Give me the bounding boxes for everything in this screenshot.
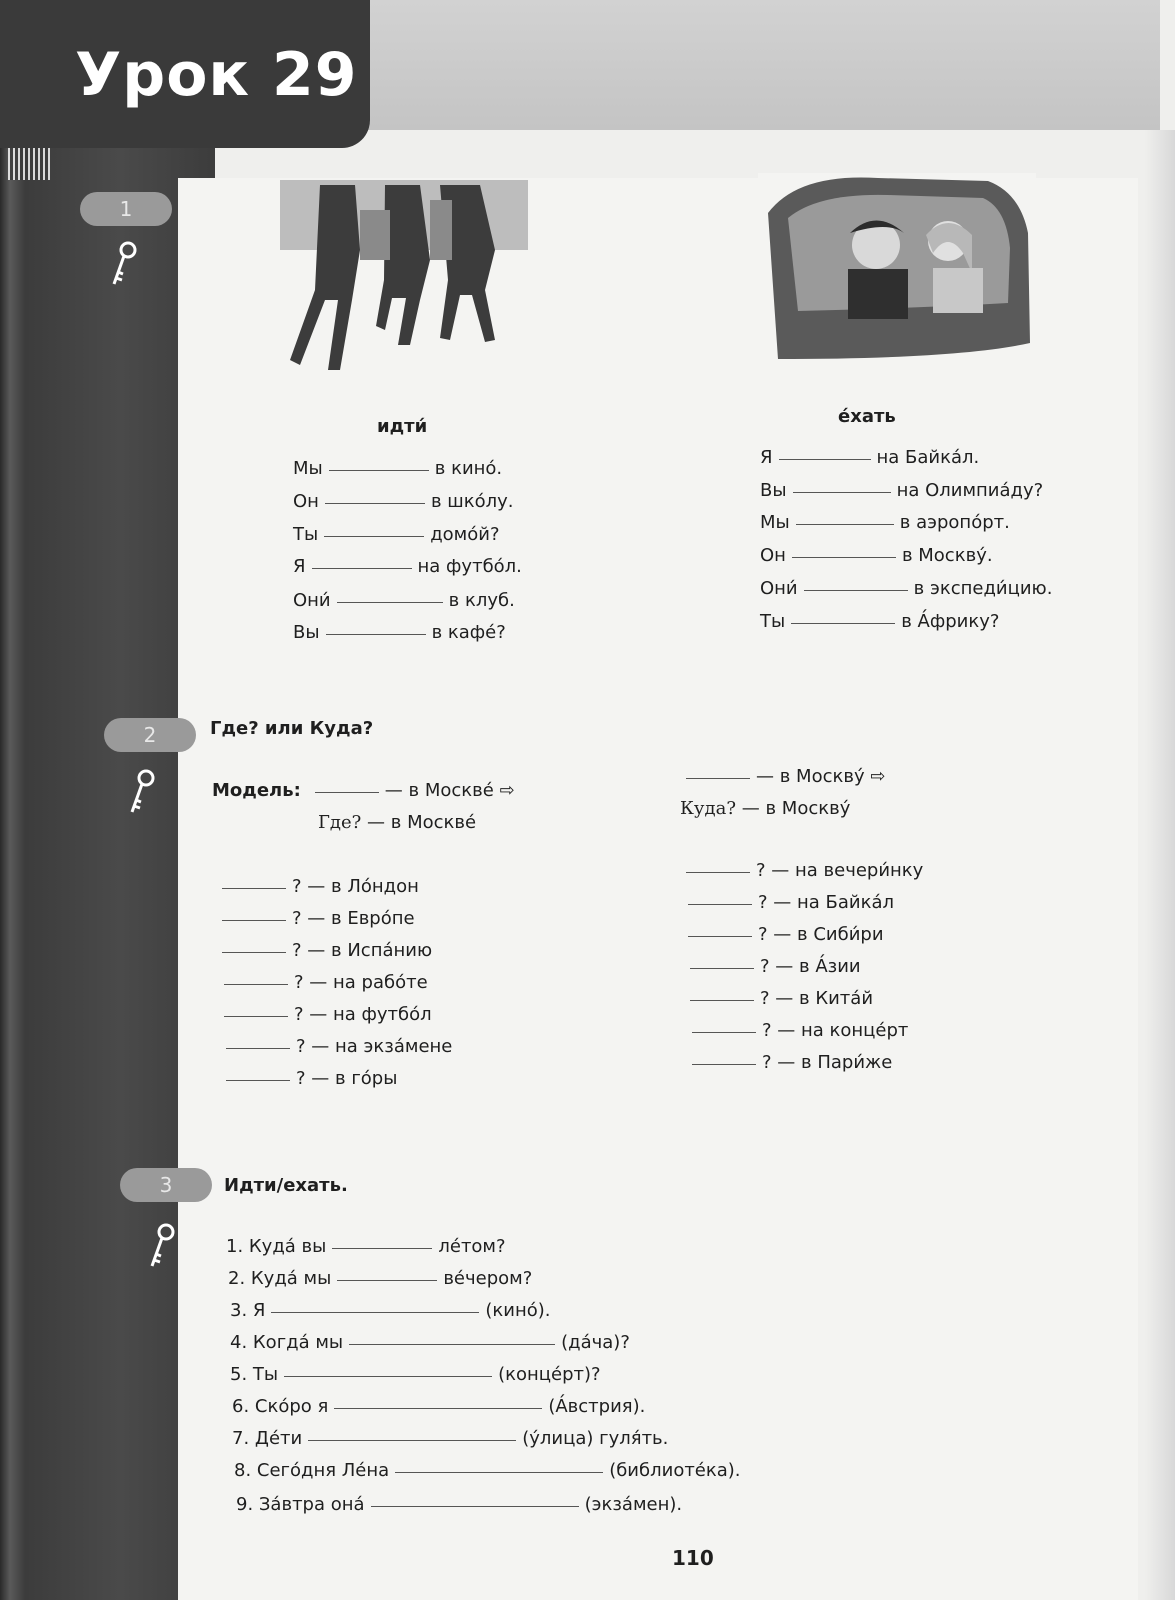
answer-blank[interactable] (349, 1343, 555, 1345)
tail: в шко́лу. (430, 491, 514, 512)
answer-blank[interactable] (325, 502, 425, 504)
row-start: 1. Куда́ вы (226, 1236, 327, 1257)
ex1-left-row (293, 556, 522, 577)
answer-blank[interactable] (779, 458, 871, 460)
row-start: 8. Сего́дня Ле́на (234, 1460, 390, 1481)
ex1-right-row (760, 611, 999, 632)
key-icon (126, 768, 156, 818)
row-start: 5. Ты (230, 1364, 279, 1385)
subject: Я (293, 556, 306, 577)
row-start: 7. Де́ти (232, 1428, 303, 1449)
ex3-row (228, 1268, 532, 1289)
ex2-right-item (682, 892, 894, 913)
verb-ekhat-heading: е́хать (838, 406, 896, 427)
ex2-right-item (686, 1020, 908, 1041)
answer-blank[interactable] (334, 1407, 542, 1409)
subject: Мы (293, 458, 323, 479)
ex1-right-row (760, 578, 1052, 599)
ex3-row (232, 1428, 668, 1449)
subject: Он (760, 545, 786, 566)
item-text: ? — на футбо́л (294, 1004, 432, 1025)
ex2-right-item (680, 860, 923, 881)
answer-blank[interactable] (688, 935, 752, 937)
page-edge-shadow (1145, 130, 1175, 1600)
key-icon (108, 240, 138, 290)
model-left-question (212, 780, 515, 801)
ex2-left-item (220, 1068, 397, 1089)
model-answer-word: Где? (318, 812, 362, 833)
answer-blank[interactable] (337, 601, 443, 603)
tail: домо́й? (430, 524, 500, 545)
answer-blank[interactable] (792, 556, 896, 558)
ex2-right-item (682, 924, 884, 945)
tail: на футбо́л. (417, 556, 522, 577)
row-end: (да́ча)? (561, 1332, 630, 1353)
subject: Он (293, 491, 319, 512)
item-text: ? — в Пари́же (762, 1052, 893, 1073)
ex1-right-row (760, 480, 1043, 501)
answer-blank[interactable] (686, 777, 750, 779)
answer-blank[interactable] (337, 1279, 437, 1281)
answer-blank[interactable] (692, 1031, 756, 1033)
answer-blank[interactable] (791, 622, 895, 624)
ex2-left-item (218, 1004, 432, 1025)
answer-blank[interactable] (315, 791, 379, 793)
answer-blank[interactable] (804, 589, 908, 591)
ex2-left-item (216, 940, 432, 961)
item-text: ? — в Сиби́ри (758, 924, 884, 945)
item-text: ? — на Байка́л (758, 892, 895, 913)
subject: Они́ (760, 578, 798, 599)
tail: на Олимпиа́ду? (896, 480, 1044, 501)
subject: Ты (760, 611, 786, 632)
answer-blank[interactable] (224, 983, 288, 985)
subject: Ты (293, 524, 319, 545)
row-start: 9. За́втра она́ (236, 1494, 365, 1515)
tail: в А́фрику? (901, 611, 1000, 632)
ex3-row (226, 1236, 506, 1257)
item-text: ? — на экза́мене (296, 1036, 453, 1057)
answer-blank[interactable] (688, 903, 752, 905)
ex2-left-item (216, 876, 419, 897)
walking-people-photo (280, 180, 528, 376)
row-start: 4. Когда́ мы (230, 1332, 344, 1353)
row-end: (А́встрия). (548, 1396, 646, 1417)
tail: в кино́. (434, 458, 503, 479)
ex3-row (230, 1300, 551, 1321)
row-start: 6. Ско́ро я (232, 1396, 329, 1417)
ex2-right-item (684, 956, 861, 977)
row-end: (библиоте́ка). (609, 1460, 741, 1481)
model-text: — в Москве́ (367, 812, 477, 833)
exercise-2-badge: 2 (104, 718, 196, 752)
subject: Мы (760, 512, 790, 533)
item-text: ? — в Испа́нию (292, 940, 433, 961)
answer-blank[interactable] (222, 919, 286, 921)
exercise-2-title: Где? или Куда? (210, 718, 374, 739)
answer-blank[interactable] (312, 567, 412, 569)
exercise-1-badge: 1 (80, 192, 172, 226)
ex2-left-item (220, 1036, 452, 1057)
answer-blank[interactable] (371, 1505, 579, 1507)
model-right-question (680, 766, 885, 787)
subject: Вы (293, 622, 320, 643)
answer-blank[interactable] (224, 1015, 288, 1017)
answer-blank[interactable] (690, 967, 754, 969)
row-start: 2. Куда́ мы (228, 1268, 332, 1289)
answer-blank[interactable] (226, 1079, 290, 1081)
lesson-title: Урок 29 (75, 40, 358, 110)
item-text: ? — в Кита́й (760, 988, 874, 1009)
item-text: ? — в го́ры (296, 1068, 398, 1089)
ex1-left-row (293, 524, 500, 545)
ex3-row (236, 1494, 682, 1515)
subject: Я (760, 447, 773, 468)
answer-blank[interactable] (271, 1311, 479, 1313)
tail: в аэропо́рт. (899, 512, 1010, 533)
tail: в экспеди́цию. (913, 578, 1053, 599)
answer-blank[interactable] (793, 491, 891, 493)
model-left-answer (318, 812, 476, 833)
row-end: ле́том? (438, 1236, 506, 1257)
subject: Они́ (293, 590, 331, 611)
model-text: — в Москву́ ⇨ (756, 766, 886, 787)
answer-blank[interactable] (308, 1439, 516, 1441)
answer-blank[interactable] (284, 1375, 492, 1377)
ex1-left-row (293, 622, 506, 643)
item-text: ? — в Евро́пе (292, 908, 415, 929)
verb-idti-heading: идти́ (377, 416, 428, 437)
answer-blank[interactable] (326, 633, 426, 635)
model-right-answer (680, 798, 850, 819)
tail: в клуб. (448, 590, 515, 611)
row-end: (конце́рт)? (498, 1364, 601, 1385)
row-start: 3. Я (230, 1300, 266, 1321)
tail: на Байка́л. (876, 447, 980, 468)
car-travellers-photo (758, 173, 1036, 361)
answer-blank[interactable] (226, 1047, 290, 1049)
exercise-3-title: Идти/ехать. (224, 1175, 348, 1196)
ex1-left-row (293, 458, 502, 479)
lesson-tab (0, 0, 370, 148)
ex1-right-row (760, 447, 979, 468)
ex2-left-item (218, 972, 428, 993)
ex3-row (230, 1364, 601, 1385)
ex1-left-row (293, 491, 514, 512)
ex1-left-row (293, 590, 515, 611)
item-text: ? — в А́зии (760, 956, 861, 977)
ex1-right-row (760, 545, 993, 566)
page-number: 110 (672, 1546, 714, 1570)
answer-blank[interactable] (796, 523, 894, 525)
ex3-row (232, 1396, 645, 1417)
answer-blank[interactable] (222, 951, 286, 953)
answer-blank[interactable] (324, 535, 424, 537)
row-end: ве́чером? (443, 1268, 533, 1289)
ex3-row (234, 1460, 741, 1481)
answer-blank[interactable] (332, 1247, 432, 1249)
tail: в Москву́. (901, 545, 993, 566)
ex2-right-item (686, 1052, 892, 1073)
model-label: Модель: (212, 780, 301, 801)
answer-blank[interactable] (692, 1063, 756, 1065)
ex3-row (230, 1332, 630, 1353)
answer-blank[interactable] (222, 887, 286, 889)
answer-blank[interactable] (690, 999, 754, 1001)
item-text: ? — на конце́рт (762, 1020, 909, 1041)
row-end: (у́лица) гуля́ть. (522, 1428, 669, 1449)
tail: в кафе́? (431, 622, 506, 643)
exercise-3-badge: 3 (120, 1168, 212, 1202)
model-answer-word: Куда? (680, 798, 736, 819)
item-text: ? — в Ло́ндон (292, 876, 419, 897)
answer-blank[interactable] (329, 469, 429, 471)
row-end: (экза́мен). (584, 1494, 683, 1515)
answer-blank[interactable] (395, 1471, 603, 1473)
subject: Вы (760, 480, 787, 501)
item-text: ? — на вечери́нку (756, 860, 924, 881)
key-icon (146, 1222, 176, 1272)
item-text: ? — на рабо́те (294, 972, 428, 993)
model-text: — в Москве́ ⇨ (384, 780, 515, 801)
model-text: — в Москву́ (741, 798, 851, 819)
ex2-left-item (216, 908, 415, 929)
answer-blank[interactable] (686, 871, 750, 873)
ex2-right-item (684, 988, 873, 1009)
row-end: (кино́). (485, 1300, 551, 1321)
ex1-right-row (760, 512, 1010, 533)
